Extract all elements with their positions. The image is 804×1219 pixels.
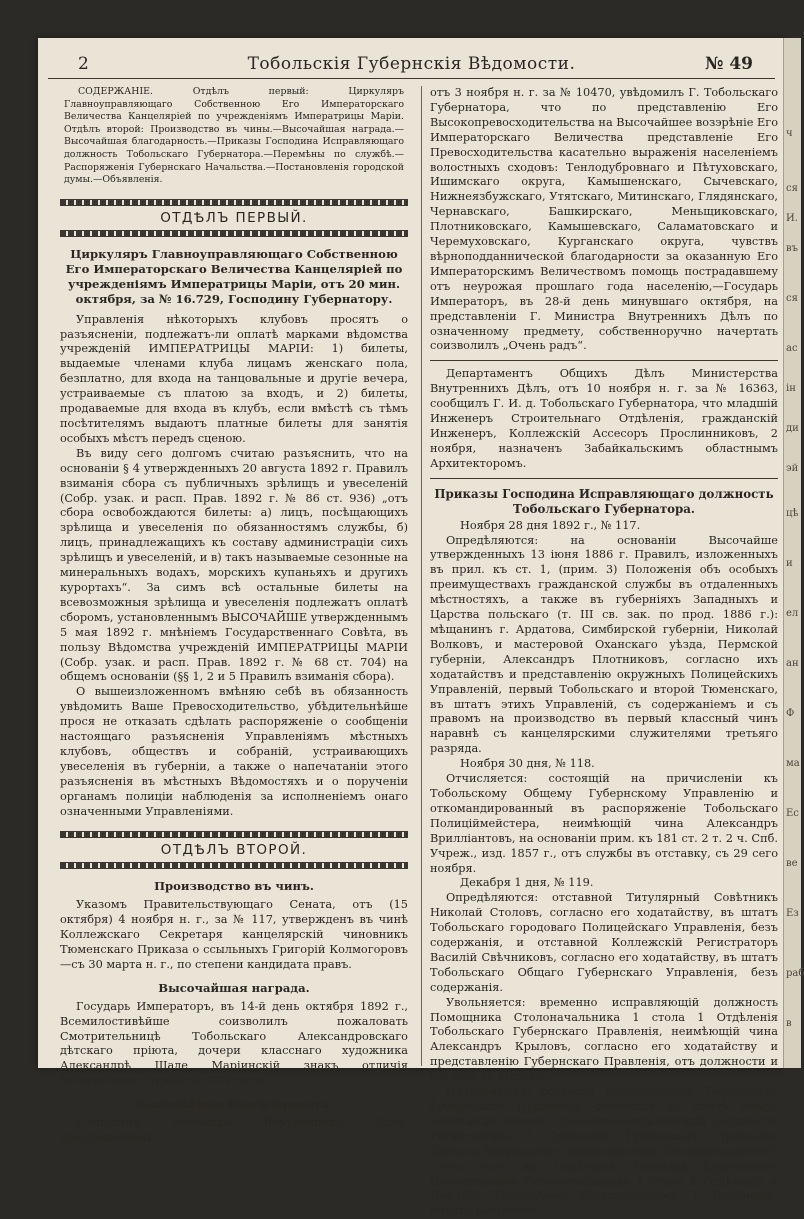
order-117-date: Ноября 28 дня 1892 г., № 117.: [460, 518, 641, 532]
circular-title: Циркуляръ Главноуправляющаго Собственною Его Императорскаго Величества Канцеляріей по учрежденіямъ Императрицы Маріи, отъ 20 мин. октября, за № 16.729, Господину Губернатору.: [65, 246, 403, 306]
edge-text-fragment: ч: [786, 128, 793, 139]
edge-text-fragment: ел: [786, 608, 799, 619]
edge-text-fragment: Ес: [786, 808, 799, 819]
dept-one-label: ОТДѢЛЪ ПЕРВЫЙ.: [160, 209, 308, 226]
section-divider: [430, 360, 778, 361]
right-column: [430, 86, 778, 1219]
edge-text-fragment: и: [786, 558, 793, 569]
edge-text-fragment: ан: [786, 658, 799, 669]
column-divider: [421, 86, 422, 1066]
order-119-appointments: Опредѣляются: отставной Титулярный Совѣтникъ Николай Столовъ, согласно его ходатайству, въ штатъ Тобольскаго городоваго Полицейскаго Управленія, безъ содержанія, и отставной Коллежскій Регистраторъ Василій Свѣчниковъ, согласно его ходатайству, въ штатъ Тобольскаго Общаго Губернскаго Управленія, безъ содержанія.: [430, 891, 778, 994]
circular-paragraph-1: Управленія нѣкоторыхъ клубовъ просятъ о разъясненіи, подлежатъ-ли оплатѣ марками вѣдомства учрежденій ИМПЕРАТРИЦЫ МАРІИ: 1) билеты, выдаемые членами клуба лицамъ женскаго пола, безплатно, для входа на танцовальные и другіе вечера, устраиваемые съ платою за входъ, и 2) билеты, продаваемые для входа въ клубъ, если вмѣстѣ съ тѣмъ посѣтителямъ выдаютъ платные билеты для занятія особыхъ мѣстъ передъ сценою.: [60, 312, 408, 445]
edge-text-fragment: цѣ: [786, 508, 799, 519]
dept-two-heading: [60, 831, 408, 869]
table-of-contents: [60, 86, 408, 187]
section-divider: [430, 478, 778, 479]
edge-text-fragment: ся: [786, 183, 798, 194]
promotion-heading: Производство въ чинъ.: [154, 879, 314, 894]
dept-two-label: ОТДѢЛЪ ВТОРОЙ.: [160, 842, 308, 859]
ornamental-rule: [60, 862, 408, 869]
issue-number: № 49: [704, 54, 753, 74]
department-notice: Департаментъ Общихъ Дѣлъ Министерства Внутреннихъ Дѣлъ, отъ 10 ноября н. г. за № 16363, сообщилъ Г. И. д. Тобольскаго Губернатора, что младшій Инженеръ Строительнаго Отдѣленія, гражданскій Инженеръ, Коллежскій Ассесоръ Прослинниковъ, 2 ноября, назначенъ Забайкальскимъ областнымъ Архитекторомъ.: [430, 367, 778, 470]
page-header: [48, 52, 775, 79]
left-column: [60, 86, 408, 1146]
ornamental-rule: [60, 199, 408, 206]
circular-paragraph-2: Въ виду сего долгомъ считаю разъяснить, что на основаніи § 4 утвержденныхъ 20 августа 1892 г. Правилъ взиманія сбора съ публичныхъ зрѣлищъ и увеселеній (Собр. узак. и расп. Прав. 1892 г. № 86 ст. 936) „отъ сбора освобождаются билеты: а) лицъ, посѣщающихъ зрѣлища и увеселенія по обязанностямъ службы, б) лицъ, принадлежащихъ къ составу администраціи сихъ зрѣлищъ и увеселеній, и в) такъ называемые сезонные на минеральныхъ водахъ, морскихъ купаньяхъ и другихъ курортахъ“. За симъ всѣ остальные билеты на всевозможныя зрѣлища и увеселенія подлежатъ оплатѣ сборомъ, установленнымъ ВЫСОЧАЙШЕ утвержденнымъ 5 мая 1892 г. мнѣніемъ Государственнаго Совѣта, въ пользу Вѣдомства учрежденій ИМПЕРАТРИЦЫ МАРІИ (Собр. узак. и расп. Прав. 1892 г. № 68 ст. 704) на общемъ основаніи (§§ 1, 2 и 5 Правилъ взиманія сбора).: [60, 446, 408, 684]
thanks-heading: Высочайшая благодарность.: [135, 1097, 333, 1112]
adjacent-page-edge: [783, 38, 804, 1068]
circular-paragraph-3: О вышеизложенномъ вмѣняю себѣ въ обязанность увѣдомить Ваше Превосходительство, убѣдительнѣйше прося не отказать сдѣлать распоряженіе о сообщеніи настоящаго разъясненія Управленіямъ мѣстныхъ клубовъ, обществъ и собраній, устраивающихъ увеселенія въ губерніи, а также о напечатаніи этого разъясненія въ мѣстныхъ Вѣдомостяхъ и о порученіи органамъ полиціи наблюденія за исполненіемъ онаго означенными Управленіями.: [60, 685, 408, 818]
contents-text: СОДЕРЖАНІЕ. Отдѣлъ первый: Циркуляръ Главноуправляющаго Собственною Его Императорскаго Величества Канцеляріей по учрежденіямъ Императрицы Маріи. Отдѣлъ второй: Производство въ чины.—Высочайшая награда.—Высочайшая благодарность.—Приказы Господина Исправляющаго должность Тобольскаго Губернатора.—Перемѣны по службѣ.—Распоряженія Губернскаго Начальства.—Постановленія городской думы.—Объявленія.: [64, 86, 404, 186]
edge-text-fragment: эй: [786, 463, 799, 474]
order-118-date: Ноября 30 дня, № 118.: [460, 757, 595, 771]
edge-text-fragment: ас: [786, 343, 798, 354]
edge-text-fragment: Ез: [786, 908, 799, 919]
edge-text-fragment: Ф: [786, 708, 795, 719]
order-118-text: Отчисляется: состоящій на причисленіи къ Тобольскому Общему Губернскому Управленію и откомандированный въ распоряженіе Тобольскаго Полиціймейстера, неимѣющій чина Александръ Вриллiантовъ, на основаніи прим. къ 181 ст. 2 т. 2 ч. Спб. Учреж., изд. 1857 г., отъ службы въ отставку, съ 29 сего ноября.: [430, 772, 778, 875]
newspaper-page: [38, 38, 783, 1218]
award-heading: Высочайшая награда.: [158, 980, 310, 995]
dept-one-heading: [60, 199, 408, 237]
order-119-date: Декабря 1 дня, № 119.: [460, 876, 594, 890]
edge-text-fragment: И.: [786, 213, 798, 224]
thanks-text: Господинъ Министръ Внутреннихъ Дѣлъ, предложеніемъ: [60, 1116, 408, 1144]
page-number: 2: [78, 54, 89, 74]
award-text: Государь Императоръ, въ 14-й день октября 1892 г., Всемилостивѣйше соизволилъ пожаловать Смотрительницѣ Тобольскаго Александровскаго дѣтскаго пріюта, дочери класснаго художника Александрѣ Шаде Маріинскій знакъ отличія безпорочной службы за XXV лѣтъ.: [60, 999, 408, 1088]
edge-text-fragment: в: [786, 1018, 792, 1029]
edge-text-fragment: ся: [786, 293, 798, 304]
edge-text-fragment: ма: [786, 758, 800, 769]
ornamental-rule: [60, 230, 408, 237]
order-119-dismissal: Увольняется: временно исправляющій должность Помощника Столоначальника 1 стола 1 Отдѣленія Тобольскаго Губернскаго Правленія, неимѣющій чина Александръ Крыловъ, согласно его ходатайству и представленію Губернскаго Правленія, отъ должности и службы въ отставку.: [430, 995, 778, 1084]
orders-title: Приказы Господина Исправляющаго должность Тобольскаго Губернатора.: [434, 486, 774, 516]
newspaper-title: Тобольскія Губернскія Вѣдомости.: [247, 54, 576, 74]
thanks-continuation: отъ 3 ноября н. г. за № 10470, увѣдомилъ Г. Тобольскаго Губернатора, что по представленію Его Высокопревосходительства на Высочайшее возэрѣніе Его Императорскаго Величества представленіе Его Превосходительства касательно выраженія населеніемъ волостныхъ сходовъ: Тенлодубровнаго и Пѣтуховскаго, Ишимскаго округа, Камышенскаго, Сычевскаго, Нижнеязбужскаго, Утятскаго, Митинскаго, Глядянскаго, Чернавскаго, Башкирскаго, Меньщиковскаго, Плотниковскаго, Камышевскаго, Саламатовскаго и Черемуховскаго, Курганскаго округа, чувствъ вѣрноподданнической благодарности за оказанную Его Императорскимъ Величествомъ помощь пострадавшему отъ неурожая прошлаго года населенію,—Государь Императоръ, въ 28-й день минувшаго октября, на представленіи Г. Министра Внутреннихъ Дѣлъ по означенному предмету, собственноручно начертать соизволилъ „Очень радъ“.: [430, 86, 778, 353]
edge-text-fragment: раб: [786, 968, 804, 979]
edge-text-fragment: ве: [786, 858, 798, 869]
edge-text-fragment: въ: [786, 243, 798, 254]
ornamental-rule: [60, 831, 408, 838]
edge-text-fragment: ін: [786, 383, 796, 394]
order-117-text: Опредѣляются: на основаніи Высочайше утвержденныхъ 13 іюня 1886 г. Правилъ, изложенныхъ въ прил. къ ст. 1, (прим. 3) Положенія объ особыхъ преимуществахъ гражданской службы въ отдаленныхъ мѣстностяхъ, а также въ губерніяхъ Западныхъ и Царства польскаго (т. III св. зак. по прод. 1886 г.): мѣщанинъ г. Ардатова, Симбирской губерніи, Николай Волковъ, и мастеровой Оханскаго уѣзда, Пермской губерніи, Александръ Плотниковъ, согласно ихъ ходатайствъ и представленію окружныхъ Полицейскихъ Управленій, первый Тобольскаго и второй Тюменскаго, въ штатъ этихъ Управленій, съ содержаніемъ и съ правомъ на производство въ первый классный чинъ наравнѣ съ канцелярскими служителями третьяго разряда.: [430, 533, 778, 756]
promotion-text: Указомъ Правительствующаго Сената, отъ (15 октября) 4 ноября н. г., за № 117, утвержденъ въ чинѣ Коллежскаго Секретаря канцелярскій чиновникъ Тюменскаго Приказа о ссыльныхъ Григорій Колмогоровъ—съ 30 марта н. г., по степени кандидата правъ.: [60, 898, 408, 971]
order-119-assignments: Назначаются: согласно представленію Тобольскаго Губернскаго Правленія, состоящіе въ штатѣ онаго, неимѣющіе чиновъ: временно-исправляющій должность Регистратора 1 Отдѣленія Губернскаго Правленія Даніилъ Вояриченко—Помощникомъ Столоначальника 2 стола того же Отдѣленія, Николай Кузнецовъ—Помощникомъ Столоначальника 1 стола 1 Отдѣленія и Дмитрій Голошубинъ—Регистраторомъ 1 Отдѣленія, вмѣсто Боярченко.: [430, 1085, 778, 1218]
edge-text-fragment: ди: [786, 423, 799, 434]
